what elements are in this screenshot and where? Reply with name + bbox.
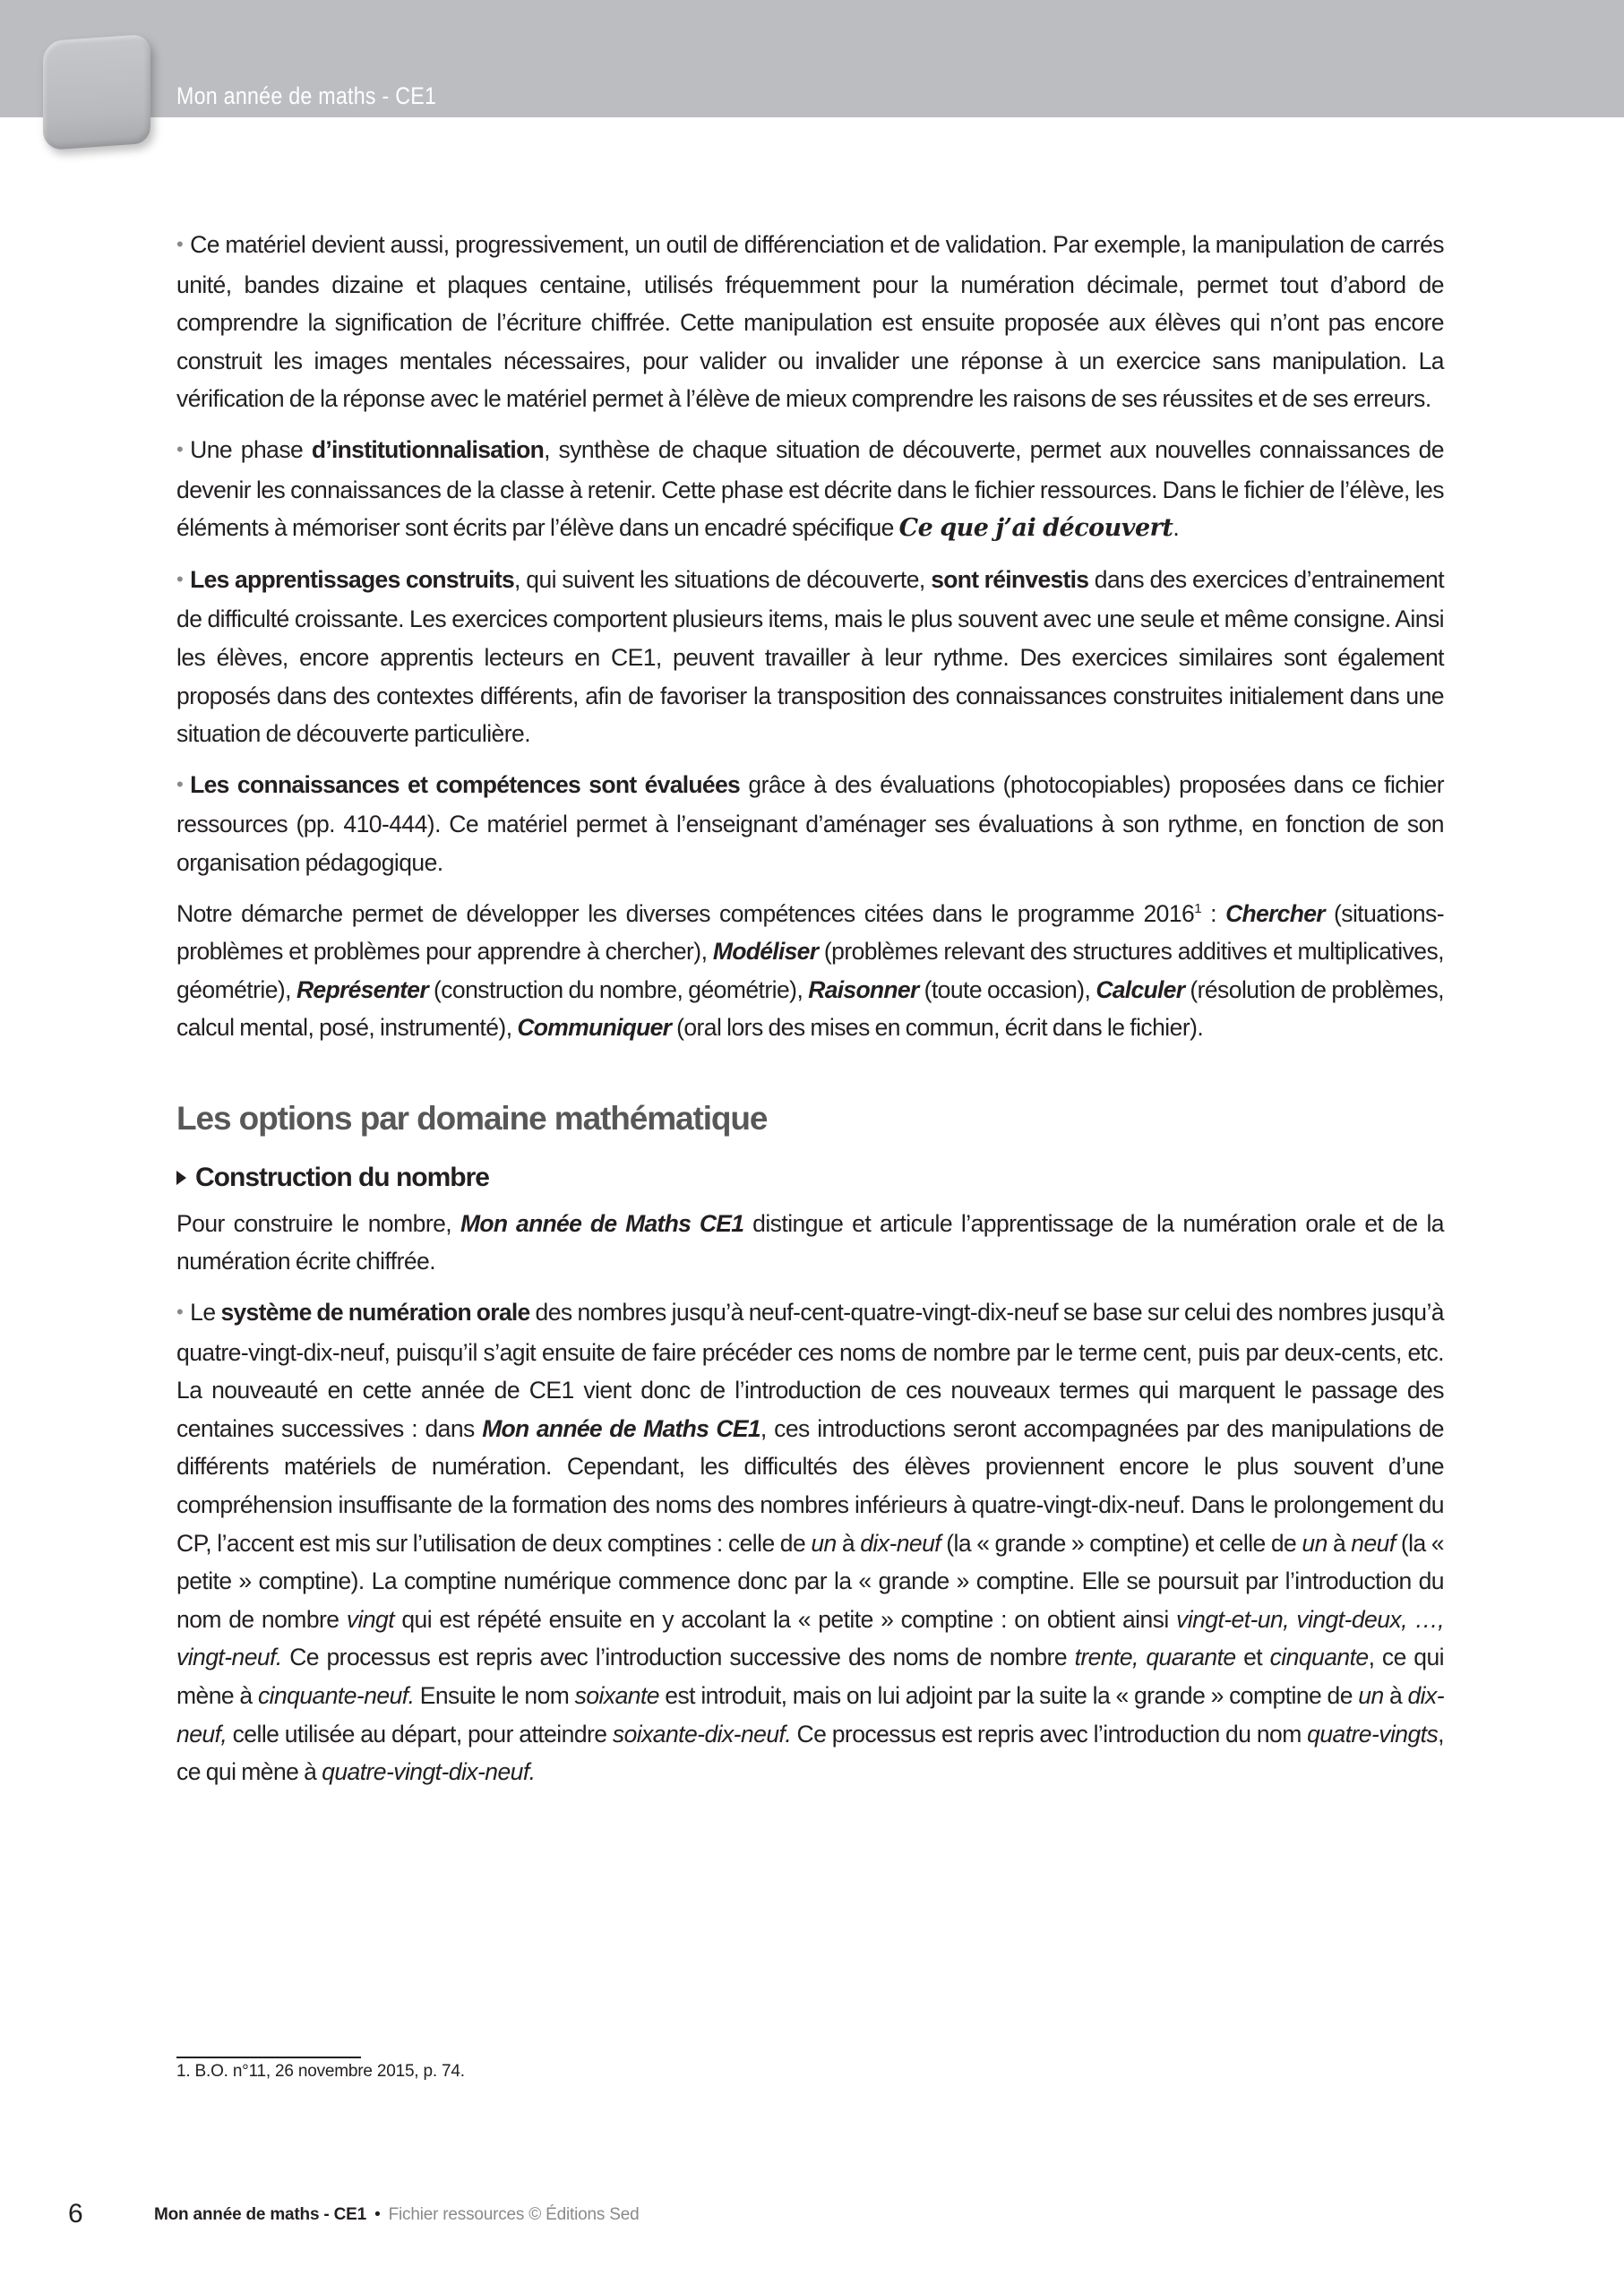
paragraph (176, 226, 1444, 418)
bullet-dot-icon: • (176, 1301, 184, 1324)
text-run: , ce qui mène à (176, 1644, 1444, 1709)
text-run: Notre démarche permet de développer les diverses compétences citées dans le programme 2016 (176, 899, 1195, 927)
subsection-title-text: Construction du nombre (195, 1162, 489, 1192)
header-tab-decoration (43, 34, 150, 150)
paragraph (176, 1205, 1444, 1281)
text-run: à (1327, 1529, 1352, 1557)
text-run: dans des exercices d’entrainement de difficulté croissante. Les exercices comportent plusieurs items, mais le plus souvent avec une seule et même consigne. Ainsi les élèves, encore apprentis lecteurs en CE1, peuvent travailler à leur rythme. Des exercices similaires sont également proposés dans des contextes différents, afin de favoriser la transposition des connaissances construites initialement dans une situation de découverte particulière. (176, 565, 1445, 748)
text-run: (construction du nombre, géométrie), (427, 975, 809, 1003)
text-run: (la « grande » comptine) et celle de (941, 1529, 1302, 1557)
bullet-dot-icon: • (176, 437, 184, 460)
bullet-dot-icon: • (176, 233, 184, 255)
text-run-b: d’institutionnalisation (311, 435, 545, 463)
text-run: : (1201, 899, 1226, 927)
text-run-i: dix-neuf, (176, 1682, 1444, 1748)
page-content (176, 226, 1444, 1804)
text-run-sup: 1 (1194, 900, 1202, 916)
text-run: Pour construire le nombre, (176, 1209, 460, 1237)
footer-separator: • (374, 2205, 381, 2224)
section-title: Les options par domaine mathématique (176, 1099, 768, 1137)
text-run-bi: Modéliser (712, 938, 819, 966)
text-run-bi: Représenter (296, 975, 428, 1003)
text-run-b: Les connaissances et compétences sont évaluées (190, 770, 741, 798)
text-run-i: un (1358, 1682, 1384, 1709)
footer-credits (154, 2205, 639, 2225)
triangle-right-icon (176, 1171, 186, 1185)
text-run: des nombres jusqu’à neuf-cent-quatre-vingt-dix-neuf se base sur celui des nombres jusqu’à quatre-vingt-dix-neuf, puisqu’il s’agit ensuite de faire précéder ces noms de nombre par le terme cent, puis par deux-cents, etc. La nouveauté en cette année de CE1 vient donc de l’introduction de ces nouveaux termes qui marquent le passage des centaines successives : dans (176, 1299, 1444, 1442)
text-run-b: sont réinvestis (931, 565, 1089, 593)
text-run: Ce processus est repris avec l’introduction successive des noms de nombre (281, 1644, 1075, 1671)
text-run: , ce qui mène à (176, 1720, 1444, 1786)
text-run-bi: Calculer (1096, 975, 1185, 1003)
paragraph (176, 766, 1444, 882)
text-run: . (1173, 514, 1180, 542)
text-run: grâce à des évaluations (photocopiables) proposées dans ce fichier ressources (pp. 410-444). Ce matériel permet à l’enseignant d’aménager ses évaluations à son rythme, en fonction de son organisation pédagogique. (176, 770, 1444, 876)
text-run: à (1383, 1682, 1408, 1709)
running-header-title: Mon année de maths - CE1 (176, 82, 437, 109)
text-run-bi: Mon année de Maths CE1 (460, 1209, 744, 1237)
text-run: (problèmes relevant des structures additives et multiplicatives, géométrie), (176, 938, 1444, 1003)
text-run-bi: Chercher (1225, 899, 1325, 927)
text-run-i: cinquante-neuf. (257, 1682, 415, 1709)
text-run-bi: Mon année de Maths CE1 (482, 1414, 760, 1442)
text-run-bi: Raisonner (808, 975, 919, 1003)
paragraph (176, 895, 1444, 1047)
text-run-bi: Communiquer (517, 1014, 672, 1042)
text-run-i: un (811, 1529, 837, 1557)
text-run-b: système de numération orale (220, 1299, 530, 1327)
text-run-i: un (1302, 1529, 1328, 1557)
text-run-i: soixante-dix-neuf. (612, 1720, 792, 1748)
text-run: Le (190, 1299, 221, 1327)
text-run-i: vingt-et-un, vingt-deux, …, vingt-neuf. (176, 1605, 1444, 1671)
text-run: Ce processus est repris avec l’introduction du nom (791, 1720, 1308, 1748)
text-run-i: vingt (346, 1605, 395, 1633)
text-run-i: soixante (574, 1682, 659, 1709)
text-run: celle utilisée au départ, pour atteindre (227, 1720, 613, 1748)
text-run: , ces introductions seront accompagnées par des manipulations de différents matériels de numération. Cependant, les difficultés des élèves proviennent encore le plus souvent d’une compréhension insuffisante de la formation des noms des nombres inférieurs à quatre-vingt-dix-neuf. Dans le prolongement du CP, l’accent est mis sur l’utilisation de deux comptines : celle de (176, 1414, 1444, 1557)
paragraph (176, 1293, 1444, 1791)
construction-paragraphs (176, 1205, 1444, 1791)
text-run: est introduit, mais on lui adjoint par la suite la « grande » comptine de (658, 1682, 1359, 1709)
paragraph (176, 561, 1444, 753)
subsection-title (176, 1160, 1444, 1196)
text-run: Ce matériel devient aussi, progressivement, un outil de différenciation et de validation. Par exemple, la manipulation de carrés unité, bandes dizaine et plaques centaine, utilisés fréquemment pour la numération décimale, permet tout d’abord de comprendre la signification de l’écriture chiffrée. Cette manipulation est ensuite proposée aux élèves qui n’ont pas encore construit les images mentales nécessaires, pour valider ou invalider une réponse à un exercice sans manipulation. La vérification de la réponse avec le matériel permet à l’élève de mieux comprendre les raisons de ses réussites et de ses erreurs. (176, 231, 1444, 413)
text-run: (oral lors des mises en commun, écrit dans le fichier). (671, 1014, 1204, 1042)
text-run-i: trente, quarante (1074, 1644, 1236, 1671)
text-run: à (836, 1529, 861, 1557)
text-run: (la « petite » comptine). La comptine numérique commence donc par la « grande » comptine. Elle se poursuit par l’introduction du nom de nombre (176, 1529, 1444, 1633)
text-run-i: quatre-vingt-dix-neuf. (322, 1758, 536, 1786)
text-run-i: neuf (1351, 1529, 1396, 1557)
intro-paragraphs (176, 226, 1444, 1047)
footnote-rule (176, 2057, 361, 2058)
text-run-i: dix-neuf (860, 1529, 941, 1557)
text-run: qui est répété ensuite en y accolant la « petite » comptine : on obtient ainsi (394, 1605, 1177, 1633)
text-run: et (1235, 1644, 1270, 1671)
text-run: (toute occasion), (918, 975, 1096, 1003)
text-run-i: quatre-vingts (1307, 1720, 1439, 1748)
text-run: , synthèse de chaque situation de découverte, permet aux nouvelles connaissances de devenir les connaissances de la classe à retenir. Cette phase est décrite dans le fichier ressources. Dans le fichier de l’élève, les éléments à mémoriser sont écrits par l’élève dans un encadré spécifique (176, 435, 1444, 542)
footnote: 1. B.O. n°11, 26 novembre 2015, p. 74. (176, 2062, 465, 2081)
paragraph (176, 431, 1444, 548)
text-run: (résolution de problèmes, calcul mental, posé, instrumenté), (176, 975, 1444, 1042)
text-run-b: Les apprentissages construits (190, 565, 515, 593)
bullet-dot-icon: • (176, 567, 184, 590)
text-run: , qui suivent les situations de découverte, (514, 565, 932, 593)
text-run: (situations-problèmes et problèmes pour apprendre à chercher), (176, 899, 1444, 966)
text-run: Ensuite le nom (414, 1682, 575, 1709)
bullet-dot-icon: • (176, 772, 184, 795)
text-run-i: cinquante (1269, 1644, 1369, 1671)
footer-publisher: Fichier ressources © Éditions Sed (388, 2205, 640, 2224)
text-run: distingue et articule l’apprentissage de la numération orale et de la numération écrite chiffrée. (176, 1209, 1444, 1275)
page-number: 6 (68, 2199, 83, 2229)
footer-book-title: Mon année de maths - CE1 (154, 2205, 366, 2224)
text-run: Une phase (190, 435, 312, 463)
text-run-script: Ce que j’ai découvert (898, 514, 1173, 543)
